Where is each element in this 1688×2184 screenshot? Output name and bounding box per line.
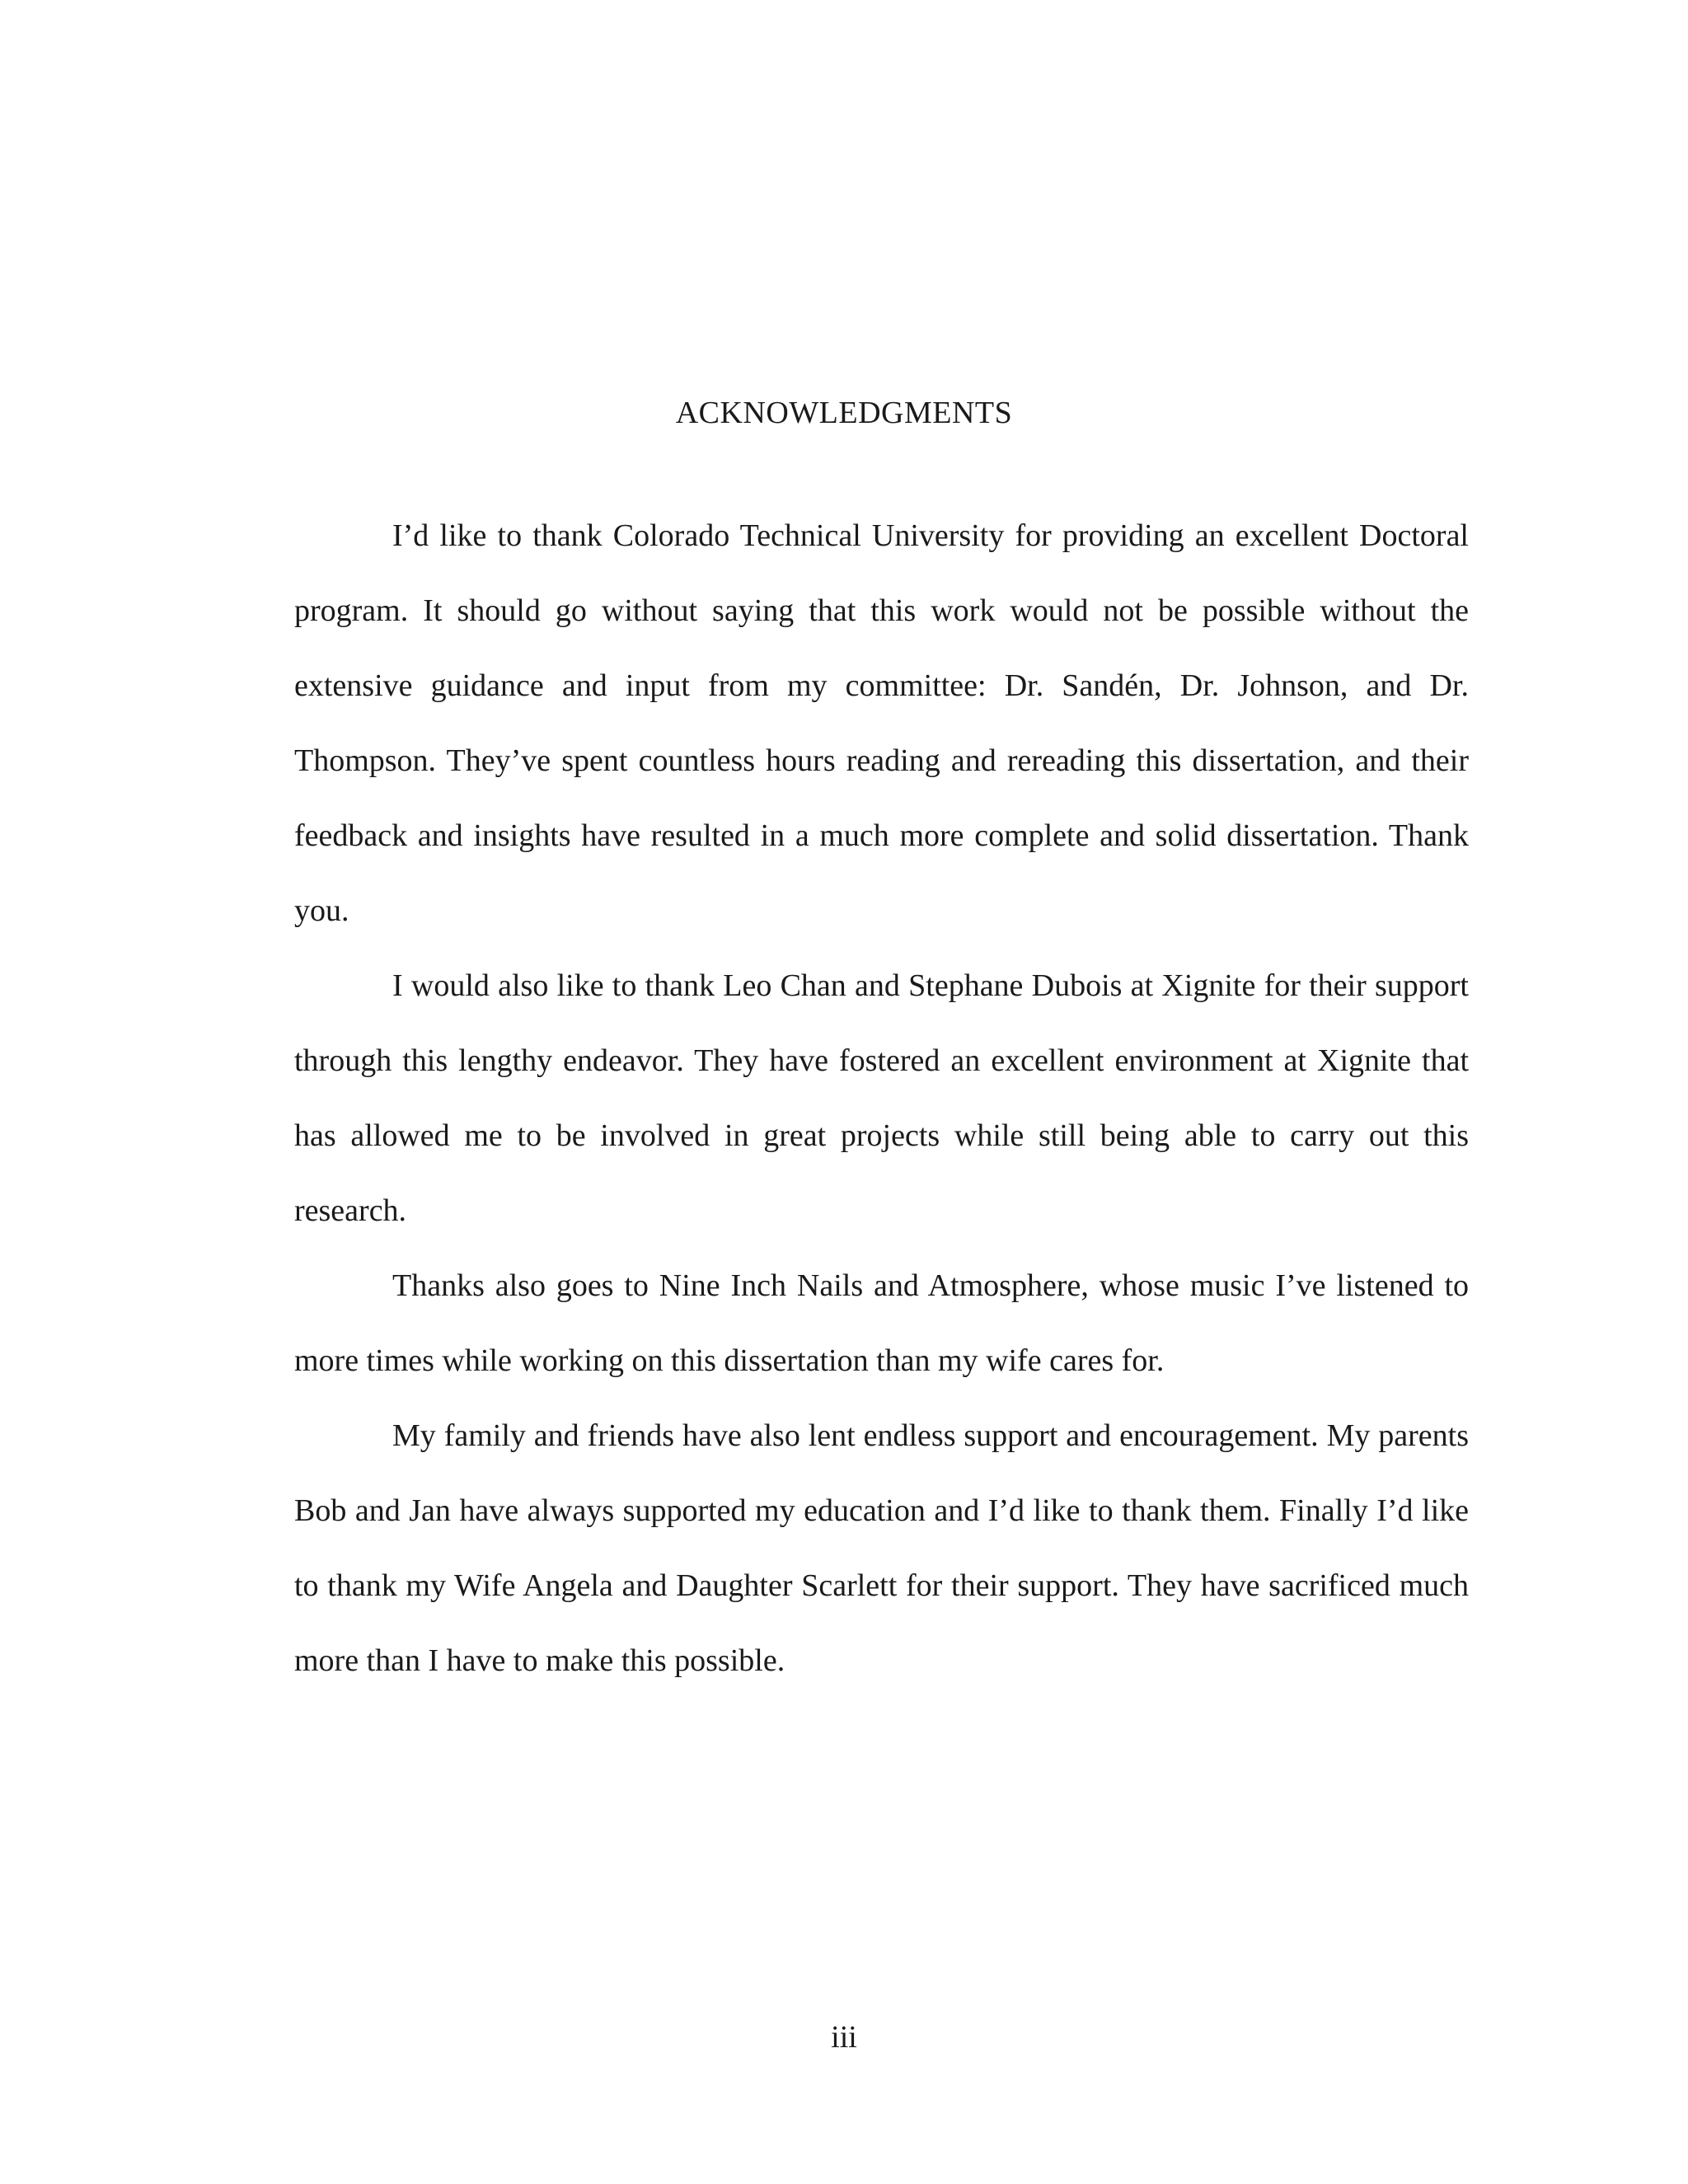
paragraph-music: Thanks also goes to Nine Inch Nails and Atmosphere, whose music I’ve listened to more times while working on this dissertation than my wife cares for. [294, 1268, 1469, 1378]
acknowledgments-body [294, 499, 1469, 1699]
page-number: iii [831, 2020, 857, 2055]
paragraph-xignite: I would also like to thank Leo Chan and Stephane Dubois at Xignite for their support through this lengthy endeavor. They have fostered an excellent environment at Xignite that has allowed me to be involved in great projects while still being able to carry out this research. [294, 968, 1469, 1228]
paragraph-family: My family and friends have also lent endless support and encouragement. My parents Bob and Jan have always supported my education and I’d like to thank them. Finally I’d like to thank my Wife Angela and Daughter Scarlett for their support. They have sacrificed much more than I have to make this possible. [294, 1418, 1469, 1678]
paragraph-university-committee: I’d like to thank Colorado Technical University for providing an excellent Doctoral program. It should go without saying that this work would not be possible without the extensive guidance and input from my committee: Dr. Sandén, Dr. Johnson, and Dr. Thompson. They’ve spent countless hours reading and rereading this dissertation, and their feedback and insights have resulted in a much more complete and solid dissertation. Thank you. [294, 518, 1469, 928]
page-heading: ACKNOWLEDGMENTS [675, 396, 1013, 430]
